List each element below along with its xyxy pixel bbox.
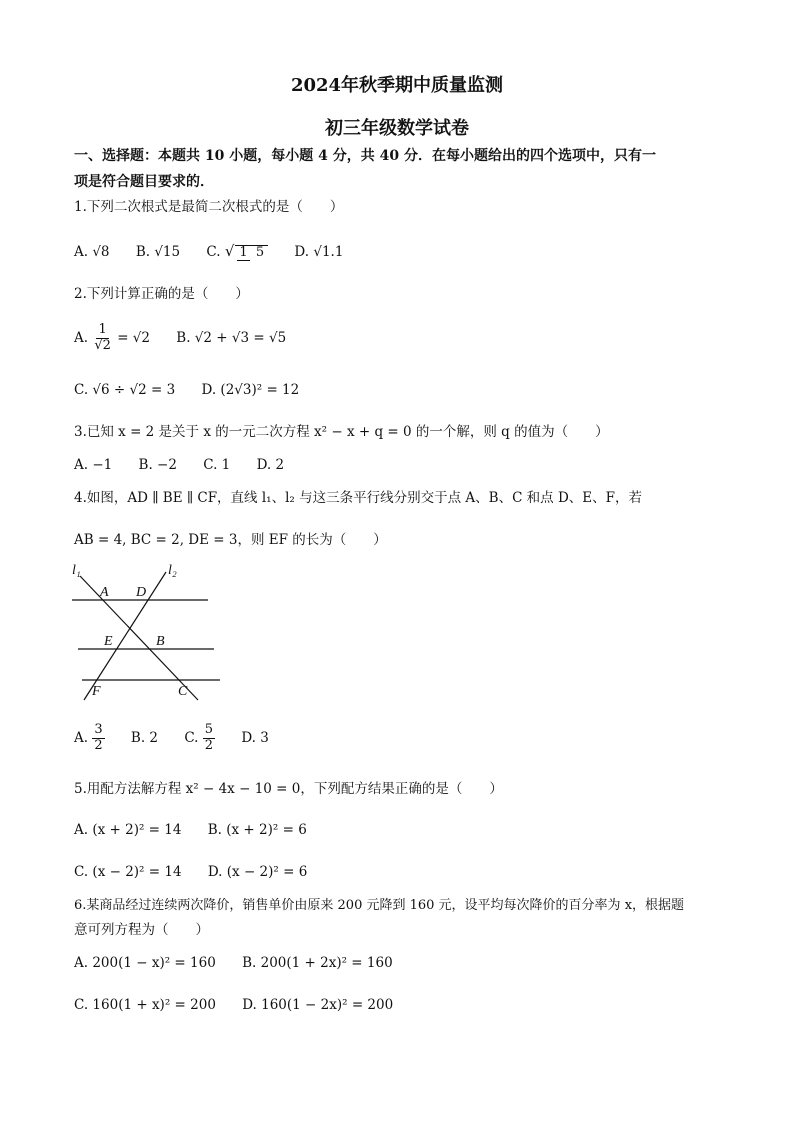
q4-option-a-fraction — [92, 723, 104, 754]
q1-options — [74, 236, 365, 267]
label-l2: l₂ — [168, 563, 177, 578]
q2-options-row1 — [74, 318, 308, 358]
q5-option-b: B. (x + 2)² = 6 — [207, 822, 307, 838]
q5-option-c: C. (x − 2)² = 14 — [74, 864, 182, 880]
q2-option-a-fraction — [92, 323, 113, 354]
label-point-f: F — [92, 684, 101, 699]
q5-option-a: A. (x + 2)² = 14 — [74, 822, 182, 838]
section-heading-line2: 项是符合题目要求的． — [74, 174, 214, 190]
q6-option-d: D. 160(1 − 2x)² = 200 — [242, 997, 394, 1013]
q4-option-b: B. 2 — [130, 730, 159, 746]
q6-option-c: C. 160(1 + x)² = 200 — [74, 997, 216, 1013]
section-heading-line1: 一、选择题：本题共 10 小题，每小题 4 分，共 40 分．在每小题给出的四个选项中，只有一 — [74, 148, 656, 164]
q2-options-row2 — [74, 380, 321, 400]
exam-title: 2024年秋季期中质量监测 — [290, 75, 504, 96]
q3-options — [74, 455, 306, 475]
q4-options — [74, 718, 291, 758]
q4-option-d: D. 3 — [241, 730, 269, 746]
q4-option-a-numerator: 3 — [94, 722, 103, 738]
label-point-b: B — [156, 634, 165, 649]
line-l2 — [84, 572, 166, 700]
q4-stem-line1: 4.如图，AD ∥ BE ∥ CF，直线 l₁、l₂ 与这三条平行线分别交于点 A、B、C 和点 D、E、F，若 — [74, 490, 643, 506]
q1-option-a: A. √8 — [74, 244, 110, 260]
q4-option-c-fraction — [203, 723, 215, 754]
q3-option-c: C. 1 — [203, 457, 231, 473]
q4-option-c-denominator: 2 — [204, 738, 214, 753]
q2-option-b: B. √2 + √3 = √5 — [176, 330, 287, 346]
q5-option-d: D. (x − 2)² = 6 — [207, 864, 308, 880]
q5-options-row1 — [74, 820, 329, 840]
q4-option-a — [74, 718, 105, 758]
label-l1: l₁ — [72, 563, 81, 578]
q3-option-b: B. −2 — [138, 457, 177, 473]
q6-options-row2 — [74, 995, 415, 1015]
label-point-c: C — [178, 684, 188, 699]
q2-option-a-label: A. — [74, 330, 89, 346]
q3-option-a: A. −1 — [74, 457, 113, 473]
q4-option-c — [184, 718, 215, 758]
q2-option-a-rest: = √2 — [112, 330, 150, 346]
q3-option-d: D. 2 — [256, 457, 285, 473]
q6-stem-line1: 6.某商品经过连续两次降价，销售单价由原来 200 元降到 160 元，设平均每次降价的百分率为 x，根据题 — [74, 898, 685, 913]
q4-option-a-label: A. — [74, 730, 89, 746]
q1-stem: 1.下列二次根式是最简二次根式的是（ ） — [74, 199, 344, 215]
q4-option-c-label: C. — [184, 730, 199, 746]
q6-stem-line2: 意可列方程为（ ） — [74, 922, 209, 938]
sqrt-symbol: √ — [224, 242, 235, 260]
q5-options-row2 — [74, 862, 329, 882]
q2-option-a — [74, 318, 150, 358]
label-point-e: E — [104, 634, 113, 649]
label-point-d: D — [136, 585, 147, 600]
q6-options-row1 — [74, 953, 415, 973]
q6-option-b: B. 200(1 + 2x)² = 160 — [242, 955, 393, 971]
q1-option-c-numerator: 1 — [239, 244, 248, 260]
q4-option-a-denominator: 2 — [94, 738, 103, 753]
q2-option-c: C. √6 ÷ √2 = 3 — [74, 382, 176, 398]
q1-option-c-fraction — [235, 245, 268, 261]
q2-option-a-numerator: 1 — [98, 322, 107, 338]
q3-stem: 3.已知 x = 2 是关于 x 的一元二次方程 x² − x + q = 0 的一个解，则 q 的值为（ ） — [74, 424, 609, 440]
q5-stem: 5.用配方法解方程 x² − 4x − 10 = 0，下列配方结果正确的是（ ） — [74, 781, 503, 797]
q1-option-d: D. √1.1 — [294, 244, 344, 260]
q4-stem-line2: AB = 4, BC = 2, DE = 3，则 EF 的长为（ ） — [74, 532, 387, 548]
q4-option-c-numerator: 5 — [204, 722, 214, 738]
exam-subtitle: 初三年级数学试卷 — [325, 118, 469, 139]
q1-option-c-label: C. — [206, 244, 221, 260]
q1-option-b: B. √15 — [135, 244, 181, 260]
q1-option-c — [206, 236, 268, 267]
q4-parallel-lines-figure — [66, 560, 228, 708]
q6-option-a: A. 200(1 − x)² = 160 — [74, 955, 216, 971]
q2-option-d: D. (2√3)² = 12 — [201, 382, 300, 398]
q1-option-c-denominator: 5 — [255, 244, 265, 260]
q2-stem: 2.下列计算正确的是（ ） — [74, 286, 249, 302]
q2-option-a-denominator: √2 — [94, 338, 111, 353]
label-point-a: A — [100, 585, 109, 600]
